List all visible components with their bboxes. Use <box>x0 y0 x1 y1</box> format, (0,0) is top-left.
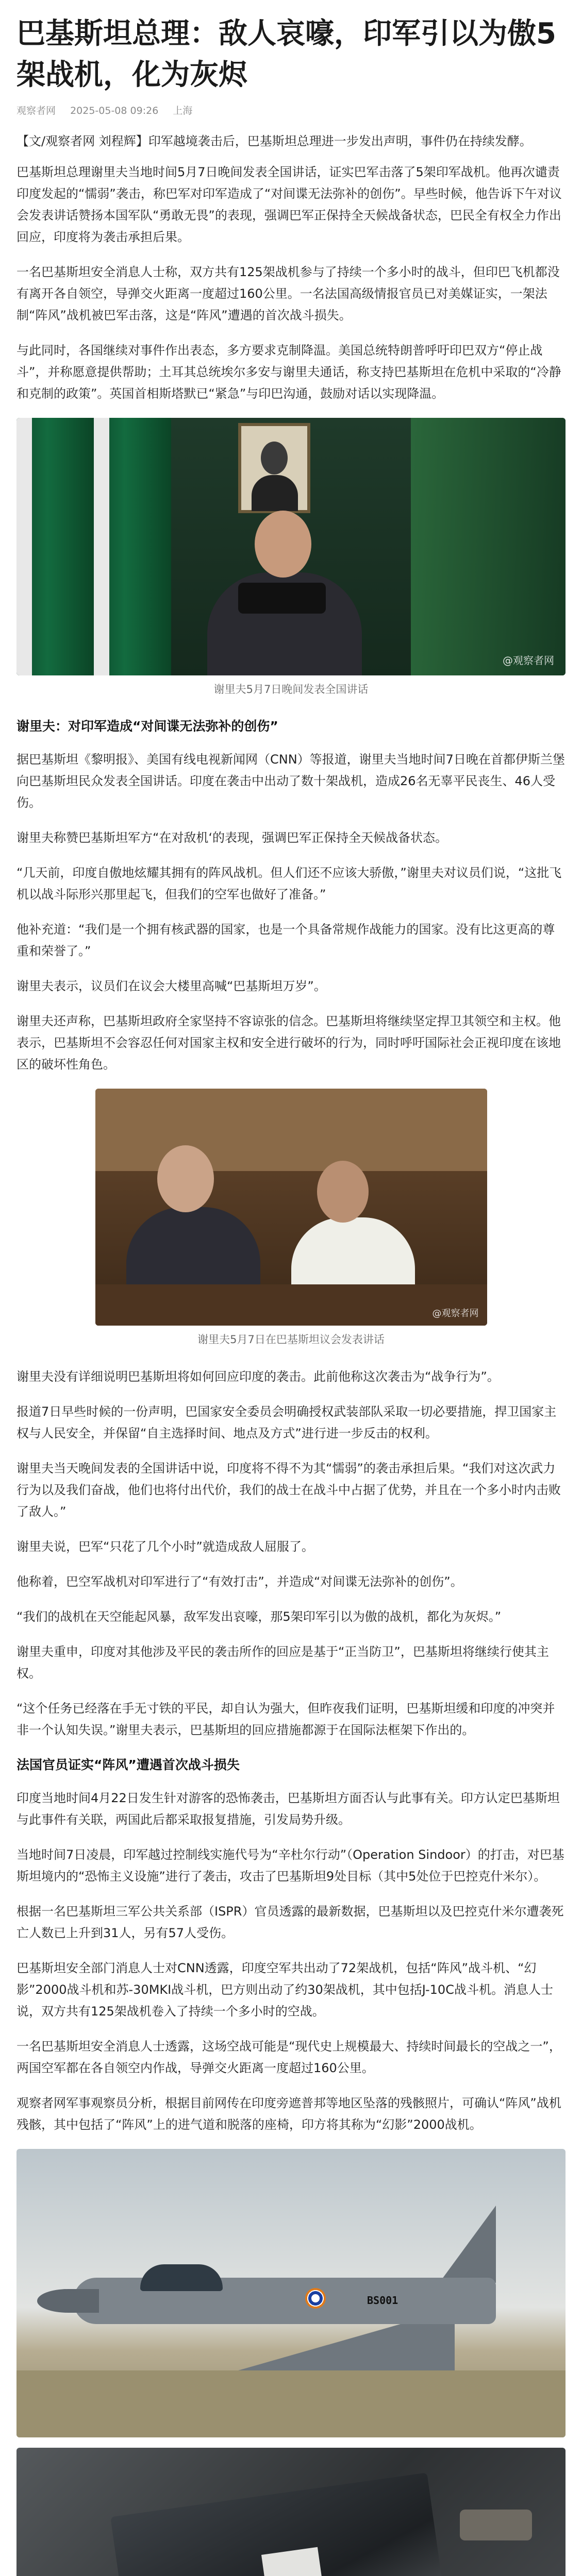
paragraph: 谢里夫当天晚间发表的全国讲话中说，印度将不得不为其“懦弱”的袭击承担后果。“我们对这次武力行为以及我们奋战，他们也将付出代价，我们的战士在战斗中占据了优势，并且在一个多小时内击败了敌人。” <box>16 1461 561 1519</box>
paragraph: 谢里夫重申，印度对其他涉及平民的袭击所作的回应是基于“正当防卫”，巴基斯坦将继续行使其主权。 <box>16 1645 549 1681</box>
pm-speech-photo[interactable] <box>16 418 566 675</box>
figure-pm-speech <box>16 418 566 698</box>
roundel-icon <box>305 2288 326 2309</box>
section-heading: 谢里夫：对印军造成“对间谍无法弥补的创伤” <box>16 719 278 734</box>
paragraph: 谢里夫说，巴军“只花了几个小时”就造成敌人屈服了。 <box>16 1539 314 1554</box>
article-meta <box>16 103 566 117</box>
paragraph: 谢里夫表示，议员们在议会大楼里高喊“巴基斯坦万岁”。 <box>16 979 326 993</box>
portrait-frame <box>238 423 310 513</box>
paragraph: 当地时间7日凌晨，印军越过控制线实施代号为“辛杜尔行动”（Operation Sindoor）的打击，对巴基斯坦境内的“恐怖主义设施”进行了袭击，攻击了巴基斯坦9处目标（其中5处位于巴控克什米尔）。 <box>16 1848 564 1884</box>
photo-watermark: @观察者网 <box>432 1308 479 1319</box>
article-title: 巴基斯坦总理：敌人哀嚎，印军引以为傲5架战机，化为灰烬 <box>16 17 556 92</box>
paragraph: 印度当地时间4月22日发生针对游客的恐怖袭击，巴基斯坦方面否认与此事有关。印方认定巴基斯坦与此事件有关联，两国此后都采取报复措施，引发局势升级。 <box>16 1791 560 1827</box>
figure-rafale <box>16 2149 566 2437</box>
article-lead: 【文/观察者网 刘程辉】印军越境袭击后，巴基斯坦总理进一步发出声明，事件仍在持续发酵。 <box>16 134 532 148</box>
figure-caption: 谢里夫5月7日晚间发表全国讲话 <box>213 683 369 696</box>
paragraph: 谢里夫没有详细说明巴基斯坦将如何回应印度的袭击。此前他称这次袭击为“战争行为”。 <box>16 1369 500 1384</box>
parliament-photo[interactable] <box>95 1089 487 1326</box>
paragraph: 一名巴基斯坦安全消息人士称，双方共有125架战机参与了持续一个多小时的战斗，但印巴飞机都没有离开各自领空，导弹交火距离一度超过160公里。一名法国高级情报官员已对美媒证实，一架法制“阵风”战机被巴军击落，这是“阵风”遭遇的首次战斗损失。 <box>16 265 560 323</box>
paragraph: 观察者网军事观察员分析，根据目前网传在印度旁遮普邦等地区坠落的残骸照片，可确认“阵风”战机残骸，其中包括了“阵风”上的进气道和脱落的座椅，印方将其称为“幻影”2000战机。 <box>16 2096 561 2132</box>
wreckage-photo[interactable] <box>16 2448 566 2576</box>
paragraph: 巴基斯坦安全部门消息人士对CNN透露，印度空军共出动了72架战机，包括“阵风”战斗机、“幻影”2000战斗机和苏-30MKI战斗机，巴方则出动了约30架战机，其中包括J-10C战斗机。消息人士说，双方共有125架战机卷入了持续一个多小时的空战。 <box>16 1961 553 2019</box>
section-heading: 法国官员证实“阵风”遭遇首次战斗损失 <box>16 1757 240 1772</box>
paragraph: 他补充道：“我们是一个拥有核武器的国家，也是一个具备常规作战能力的国家。没有比这更高的尊重和荣誉了。” <box>16 922 555 958</box>
paragraph: “这个任务已经落在手无寸铁的平民，却自认为强大，但昨夜我们证明，巴基斯坦缓和印度的冲突并非一个认知失误。”谢里夫表示，巴基斯坦的回应措施都源于在国际法框架下作出的。 <box>16 1701 555 1737</box>
photo-watermark: @观察者网 <box>503 654 554 667</box>
paragraph: 报道7日早些时候的一份声明，巴国家安全委员会明确授权武装部队采取一切必要措施，捍卫国家主权与人民安全，并保留“自主选择时间、地点及方式”进行进一步反击的权利。 <box>16 1404 557 1440</box>
figure-caption: 谢里夫5月7日在巴基斯坦议会发表讲话 <box>197 1333 385 1346</box>
article-location: 上海 <box>173 105 193 116</box>
paragraph: 巴基斯坦总理谢里夫当地时间5月7日晚间发表全国讲话，证实巴军击落了5架印军战机。他再次谴责印度发起的“懦弱”袭击，称巴军对印军造成了“对间谍无法弥补的创伤”。早些时候，他告诉下午对议会发表讲话赞扬本国军队“勇敢无畏”的表现，强调巴军正保持全天候战备状态，巴民全有权全力作出回应，印度将为袭击承担后果。 <box>16 165 562 244</box>
paragraph: “几天前，印度自傲地炫耀其拥有的阵风战机。但人们还不应该大骄傲，”谢里夫对议员们说，“这批飞机以战斗际形兴那里起飞，但我们的空军也做好了准备。” <box>16 866 562 902</box>
paragraph: 谢里夫还声称，巴基斯坦政府全家坚持不容谅张的信念。巴基斯坦将继续坚定捍卫其领空和主权。他表示，巴基斯坦不会容忍任何对国家主权和安全进行破坏的行为，同时呼吁国际社会正视印度在该地区的破坏性角色。 <box>16 1014 561 1072</box>
paragraph: 谢里夫称赞巴基斯坦军方“在对敌机‘的表现，强调巴军正保持全天候战备状态。 <box>16 831 448 845</box>
article-datetime: 2025-05-08 09:26 <box>70 105 159 116</box>
paragraph: 与此同时，各国继续对事件作出表态，多方要求克制降温。美国总统特朗普呼吁印巴双方“停止战斗”，并称愿意提供帮助；土耳其总统埃尔多安与谢里夫通话，称支持巴基斯坦在危机中采取的“冷静和克制的政策”。英国首相斯塔默已“紧急”与印巴沟通，鼓励对话以实现降温。 <box>16 343 561 401</box>
paragraph: 据巴基斯坦《黎明报》、美国有线电视新闻网（CNN）等报道，谢里夫当地时间7日晚在首都伊斯兰堡向巴基斯坦民众发表全国讲话。印度在袭击中出动了数十架战机，造成26名无辜平民丧生、46人受伤。 <box>16 752 565 810</box>
figure-wreckage <box>16 2448 566 2576</box>
article-source[interactable]: 观察者网 <box>16 105 56 116</box>
figure-parliament <box>16 1089 566 1348</box>
aircraft-serial: BS001 <box>367 2294 398 2307</box>
rafale-jet-photo[interactable] <box>16 2149 566 2437</box>
paragraph: 他称着，巴空军战机对印军进行了“有效打击”，并造成“对间谍无法弥补的创伤”。 <box>16 1574 463 1589</box>
paragraph: 一名巴基斯坦安全消息人士透露，这场空战可能是“现代史上规模最大、持续时间最长的空战之一”，两国空军都在各自领空内作战，导弹交火距离一度超过160公里。 <box>16 2039 561 2075</box>
paragraph: 根据一名巴基斯坦三军公共关系部（ISPR）官员透露的最新数据，巴基斯坦以及巴控克什米尔遭袭死亡人数已上升到31人，另有57人受伤。 <box>16 1904 564 1940</box>
paragraph: “我们的战机在天空能起风暴，敌军发出哀嚎，那5架印军引以为傲的战机，都化为灰烬。” <box>16 1609 502 1624</box>
